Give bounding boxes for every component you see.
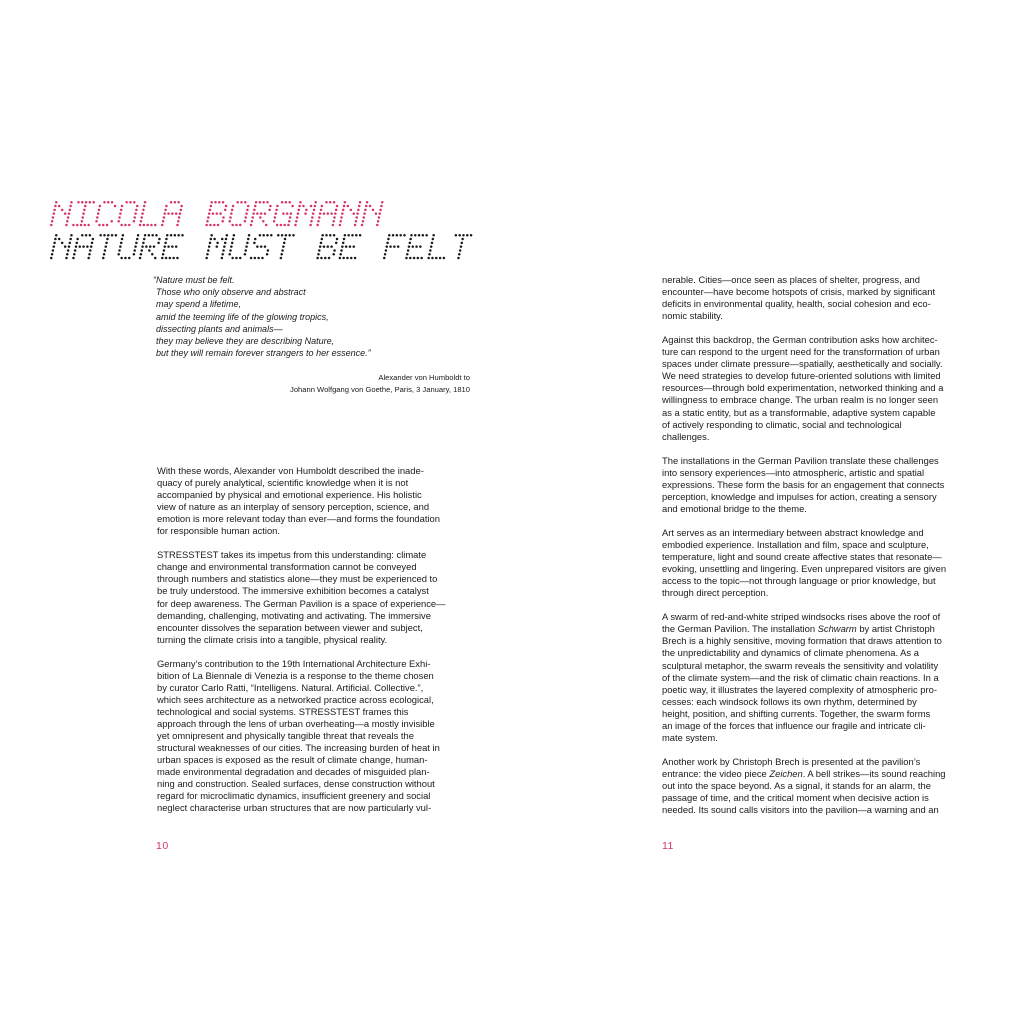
body-line: perception, knowledge and impulses for action, creating a sensory [662, 490, 937, 502]
body-line: willingness to embrace change. The urban realm is no longer seen [662, 394, 939, 406]
body-line: and emotional bridge to the theme. [662, 502, 807, 514]
work-title: Schwarm [817, 623, 857, 635]
body-line: resources—through bold experimentation, networked thinking and a [662, 382, 944, 394]
body-line: temperature, light and sound create affective states that resonate— [662, 551, 942, 563]
dot-letter [95, 201, 116, 226]
body-paragraph [662, 527, 976, 599]
body-line: encounter—have become hotspots of crisis, marked by significant [662, 286, 936, 298]
body-line: be truly understood. The immersive exhibition becomes a catalyst [157, 585, 429, 597]
body-line: With these words, Alexander von Humboldt described the inade- [157, 465, 424, 476]
body-line: out into the space beyond. As a signal, it stands for an alarm, the [662, 779, 931, 791]
body-line: of actively responding to climatic, social and technological [662, 418, 902, 430]
body-line: A swarm of red-and-white striped windsocks rises above the roof of [662, 611, 941, 623]
body-line: nomic stability. [662, 310, 723, 322]
body-line: poetic way, it illustrates the layered complexity of atmospheric pro- [662, 683, 937, 695]
dot-letter [455, 234, 473, 259]
epigraph-line: they may believe they are describing Nature, [156, 336, 335, 347]
body-paragraph [157, 658, 472, 815]
body-line: Brech is a highly sensitive, moving formation that draws attention to [662, 635, 942, 647]
body-line: STRESSTEST takes its impetus from this understanding: climate [157, 549, 427, 561]
body-line: Another work by Christoph Brech is presented at the pavilion’s [662, 755, 921, 767]
body-line: cesses: each windsock follows its own rhythm, determined by [662, 695, 917, 707]
dot-letter [99, 234, 117, 259]
body-line: turning the climate crisis into a tangible, physical reality. [157, 633, 388, 645]
body-line: ning and construction. Sealed surfaces, dense construction without [157, 778, 435, 790]
body-line: Art serves as an intermediary between abstract knowledge and [662, 526, 924, 538]
body-line: by curator Carlo Ratti, “Intelligens. Natural. Artificial. Collective.”, [157, 681, 424, 693]
dot-letter [339, 234, 362, 259]
work-title: Zeichen [769, 767, 803, 779]
body-paragraph [662, 611, 976, 744]
body-line: Against this backdrop, the German contribution asks how architec- [662, 334, 938, 346]
dot-letter [117, 234, 139, 259]
body-line: We need strategies to develop future-oriented solutions with limited [662, 370, 941, 382]
body-line: the unpredictability and dynamics of climate phenomena. As a [662, 647, 919, 659]
body-line: expressions. These form the basis for an engagement that connects [662, 478, 945, 490]
dot-letter [139, 201, 157, 226]
body-paragraph [157, 465, 472, 537]
epigraph-line: amid the teeming life of the glowing tropics, [156, 311, 329, 322]
dotted-lettering [48, 199, 389, 230]
left-body-column [157, 465, 472, 826]
body-line: deficits in environmental quality, health, social cohesion and eco- [662, 298, 931, 310]
body-line: The installations in the German Pavilion translate these challenges [662, 454, 939, 466]
dot-letter [361, 201, 384, 226]
body-line: height, position, and shifting currents. Together, the swarm forms [662, 707, 931, 719]
body-line: into sensory experiences—into atmospheric, artistic and spatial [662, 466, 925, 478]
dot-letter [117, 201, 138, 226]
body-line: through direct perception. [662, 587, 769, 599]
body-line: an image of the forces that influence our fragile and intricate cli- [662, 719, 926, 731]
dot-letter [427, 234, 445, 259]
dot-letter [72, 201, 95, 226]
body-line: approach through the lens of urban overheating—a mostly invisible [157, 717, 435, 729]
body-line: yet omnipresent and physically tangible threat that reveals the [157, 730, 414, 742]
attribution-line: Alexander von Humboldt to [378, 373, 470, 382]
attribution-line: Johann Wolfgang von Goethe, Paris, 3 January, 1810 [290, 385, 470, 395]
body-paragraph [662, 756, 976, 816]
body-paragraph [662, 455, 976, 515]
body-line: view of nature as an interplay of sensory perception, science, and [157, 501, 430, 513]
body-line: nerable. Cities—once seen as places of shelter, progress, and [662, 274, 920, 285]
body-line: as a static entity, but as a transformable, adaptive system capable [662, 406, 936, 418]
body-line: regard for microclimatic dynamics, insufficient greenery and social [157, 790, 431, 802]
dot-letter [139, 234, 161, 259]
dot-letter [205, 201, 227, 226]
dot-letter [405, 234, 428, 259]
dot-letter [250, 234, 273, 259]
essay-title [48, 232, 448, 262]
body-paragraph [662, 274, 976, 322]
epigraph-line: may spend a lifetime, [156, 299, 242, 310]
body-line: access to the topic—not through language or prior knowledge, but [662, 575, 936, 587]
dot-letter [316, 201, 338, 226]
dot-letter [294, 201, 317, 226]
body-line: which sees architecture as a networked practice across ecological, [157, 693, 434, 705]
body-line: neglect characterise urban structures that are now particularly vul- [157, 802, 432, 814]
epigraph-line: Those who only observe and abstract [156, 287, 306, 298]
dot-letter [273, 201, 294, 226]
body-line: ture can respond to the urgent need for the transformation of urban [662, 346, 940, 358]
dot-letter [161, 201, 183, 226]
dot-letter [383, 234, 406, 259]
dotted-lettering [48, 232, 478, 263]
body-line: encounter dissolves the separation between viewer and subject, [157, 621, 423, 633]
dot-letter [316, 234, 338, 259]
dot-letter [50, 201, 73, 226]
dot-letter [277, 234, 295, 259]
body-line: needed. Its sound calls visitors into the pavilion—a warning and an [662, 804, 939, 816]
epigraph-line: dissecting plants and animals— [156, 323, 283, 334]
dot-letter [228, 201, 249, 226]
body-line: quacy of purely analytical, scientific knowledge when it is not [157, 477, 409, 489]
body-line: embodied experience. Installation and film, space and sculpture, [662, 539, 929, 551]
body-line: through numbers and statistics alone—they must be experienced to [157, 573, 438, 585]
page-number-right: 11 [662, 840, 674, 852]
body-line: spaces under climate pressure—spatially, aesthetically and socially. [662, 358, 943, 370]
body-paragraph [157, 549, 472, 645]
epigraph-quote [153, 274, 471, 359]
body-line: sculptural metaphor, the swarm reveals the sensitivity and volatility [662, 659, 939, 671]
body-line: of the climate system—and the risk of climatic chain reactions. In a [662, 671, 939, 683]
body-line: urban spaces is exposed as the result of climate change, human- [157, 754, 428, 766]
body-line: structural weaknesses of our cities. The increasing burden of heat in [157, 742, 440, 754]
dot-letter [339, 201, 362, 226]
body-line: demanding, challenging, motivating and activating. The immersive [157, 609, 431, 621]
body-line: change and environmental transformation cannot be conveyed [157, 561, 417, 573]
body-line: mate system. [662, 731, 718, 743]
body-line: for deep awareness. The German Pavilion is a space of experience— [157, 597, 446, 609]
dot-letter [228, 234, 250, 259]
body-line: the German Pavilion. The installation Schwarm by artist Christoph [662, 623, 935, 635]
right-body-column [662, 274, 976, 828]
body-paragraph [662, 334, 976, 442]
body-line: made environmental degradation and decades of misguided plan- [157, 766, 430, 778]
body-line: accompanied by physical and emotional experience. His holistic [157, 489, 422, 501]
body-line: entrance: the video piece Zeichen. A bell strikes—its sound reaching [662, 767, 946, 779]
body-line: passage of time, and the critical moment when decisive action is [662, 792, 929, 804]
dot-letter [50, 234, 73, 259]
dot-letter [161, 234, 184, 259]
dot-letter [250, 201, 272, 226]
body-line: technological and social systems. STRESSTEST frames this [157, 705, 409, 717]
body-line: for responsible human action. [157, 525, 280, 537]
dot-letter [72, 234, 94, 259]
author-heading [48, 199, 448, 229]
epigraph-line: but they will remain forever strangers to her essence.” [156, 348, 371, 359]
body-line: bition of La Biennale di Venezia is a response to the theme chosen [157, 669, 434, 681]
page-number-left: 10 [156, 840, 169, 852]
body-line: emotion is more relevant today than ever—and forms the foundation [157, 513, 440, 525]
epigraph-line: “Nature must be felt. [153, 275, 235, 285]
body-line: Germany’s contribution to the 19th International Architecture Exhi- [157, 657, 431, 669]
epigraph-attribution [153, 372, 470, 396]
dot-letter [205, 234, 228, 259]
body-line: evoking, unsettling and lingering. Even unprepared visitors are given [662, 563, 947, 575]
body-line: challenges. [662, 430, 710, 442]
